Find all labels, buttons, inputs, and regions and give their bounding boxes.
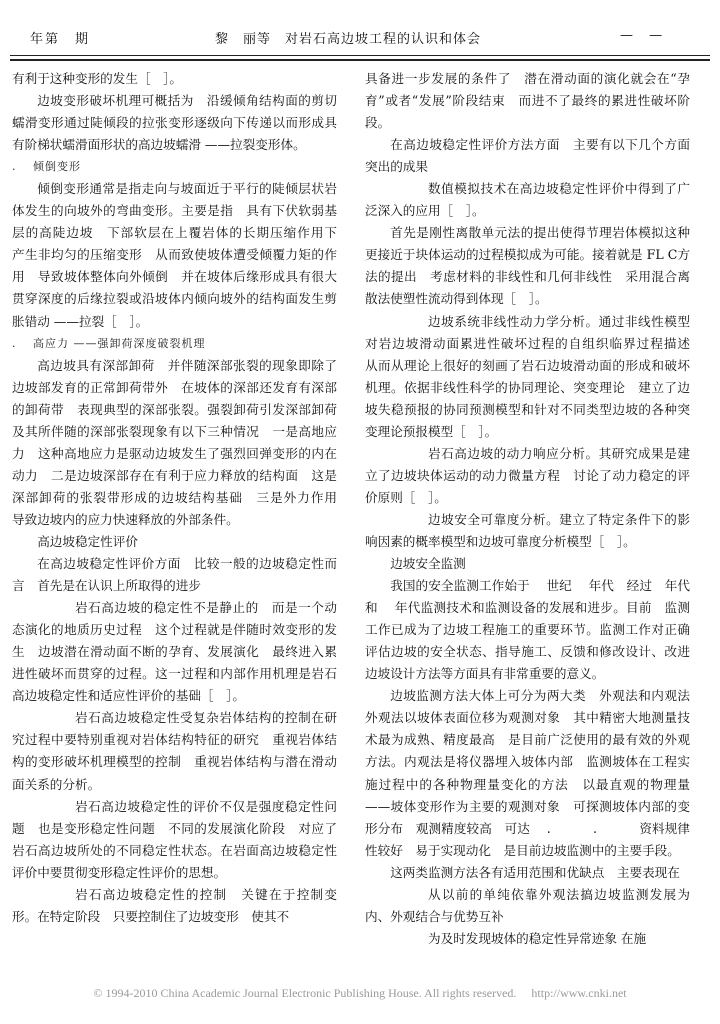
page-marks: — — <box>620 28 669 43</box>
paragraph: 边坡系统非线性动力学分析。通过非线性模型对岩边坡滑动面累进性破坏过程的自组织临界过程描述 从而从理论上很好的刻画了岩石边坡滑动面的形成和破坏机理。依据非线性科学的协同理论、突变理论 建立了边坡失稳预报的协同预测模型和针对不同类型边坡的各种突变理论预报模型［ ］。 <box>365 313 703 439</box>
paragraph: 岩石高边坡稳定性的控制 关键在于控制变形。在特定阶段 只要控制住了边坡变形 使其不 <box>12 886 337 924</box>
paragraph: 具备进一步发展的条件了 潜在滑动面的演化就会在“孕育”或者“发展”阶段结束 而进不了最终的累进性破坏阶段。 <box>365 71 690 131</box>
paragraph: 边坡变形破坏机理可概括为 沿缓倾角结构面的剪切蠕滑变形通过陡倾段的拉张变形逐级向下传递以而形成具有阶梯状蠕滑面形状的高边坡蠕滑 ——拉裂变形体。 <box>12 93 337 153</box>
paragraph: 在高边坡稳定性评价方面 比较一般的边坡稳定性而言 首先是在认识上所取得的进步 <box>12 556 337 594</box>
paragraph: 岩石高边坡的动力响应分析。其研究成果是建立了边坡块体运动的动力微量方程 讨论了动力稳定的评价原则［ ］。 <box>365 445 690 505</box>
paragraph: 这两类监测方法各有适用范围和优缺点 主要表现在 <box>390 864 680 880</box>
paragraph: 边坡安全监测 <box>390 556 466 572</box>
paragraph: 从以前的单纯依靠外观法搞边坡监测发展为内、外观结合与优势互补 <box>365 886 690 924</box>
paragraph: 高边坡稳定性评价 <box>37 533 138 549</box>
page-header <box>0 0 720 60</box>
paragraph: 边坡安全可靠度分析。建立了特定条件下的影响因素的概率模型和边坡可靠度分析模型［ ］。 <box>365 511 690 549</box>
paragraph: 岩石高边坡稳定性受复杂岩体结构的控制在研究过程中要特别重视对岩体结构特征的研究 重视岩体结构的变形破坏机理模型的控制 重视岩体结构与潜在滑动面关系的分析。 <box>12 710 337 792</box>
left-column <box>12 68 350 928</box>
issue-label: 年第 期 <box>30 32 91 47</box>
right-column <box>365 68 703 950</box>
header-rule-thick <box>10 59 710 61</box>
copyright-footer: © 1994-2010 China Academic Journal Electronic Publishing House. All rights reserved. http://www.cnki.net <box>93 986 627 1000</box>
running-title: 黎 丽等 对岩石高边坡工程的认识和体会 <box>215 32 482 47</box>
paragraph: 边坡监测方法大体上可分为两大类 外观法和内观法 外观法以坡体表面位移为观测对象 其中精密大地测量技术最为成熟、精度最高 是目前广泛使用的最有效的外观方法。内观法是将仪器埋入坡体内部 监测坡体在工程实施过程中的各种物理量变化的方法 以最直观的物理量 ——坡体变形作为主要的观测对象 可探测坡体内部的变形分布 观测精度较高 可达 . . 资料规律性较好 易于实现动化 是目前边坡监测中的主要手段。 <box>365 688 703 858</box>
paragraph: 岩石高边坡的稳定性不是静止的 而是一个动态演化的地质历史过程 这个过程就是伴随时效变形的发生 边坡潜在滑动面不断的孕育、发展演化 最终进入累进性破坏而贯穿的过程。这一过程和内部作用机理是岩石高边坡稳定性和适应性评价的基础［ ］。 <box>12 600 337 704</box>
paragraph: 为及时发现坡体的稳定性异常迹象 在施 <box>428 930 647 946</box>
paragraph: 数值模拟技术在高边坡稳定性评价中得到了广泛深入的应用［ ］。 <box>365 181 690 219</box>
paragraph: 倾倒变形通常是指走向与坡面近于平行的陡倾层状岩体发生的向坡外的弯曲变形。主要是指 具有下伏软弱基层的高陡边坡 下部软层在上覆岩体的长期压缩作用下 产生非均匀的压缩变形 从而致使坡体遭受倾覆力矩的作用 导致坡体整体向外倾倒 并在坡体后缘形成具有很大贯穿深度的后缘拉裂或沿坡体内倾向坡外的结构面发生剪胀错动 ——拉裂［ ］。 <box>12 181 350 329</box>
paragraph: 有利于这种变形的发生［ ］。 <box>12 71 183 86</box>
paragraph: 高边坡具有深部卸荷 并伴随深部张裂的现象即除了边坡部发育的正常卸荷带外 在坡体的深部还发育有深部的卸荷带 表现典型的深部张裂。强裂卸荷引发深部卸荷及其所伴随的深部张裂现象有以下三种情况 一是高地应力 这种高地应力是驱动边坡发生了强烈回弹变形的内在动力 二是边坡深部存在有利于应力释放的结构面 这是深部卸荷的张裂带形成的边坡结构基础 三是外力作用 导致边坡内的应力快速释放的外部条件。 <box>12 357 350 527</box>
subsection-heading: . 倾倒变形 <box>12 160 81 174</box>
paragraph: 我国的安全监测工作始于 世纪 年代 经过 年代和 年代监测技术和监测设备的发展和进步。目前 监测工作已成为了边坡工程施工的重要环节。监测工作对正确评估边坡的安全状态、指导施工、反馈和修改设计、改进边坡设计方法等方面具有非常重要的意义。 <box>365 578 690 682</box>
paragraph: 首先是刚性离散单元法的提出使得节理岩体模拟这种更接近于块体运动的过程模拟成为可能。接着就是 FL C方法的提出 考虑材料的非线性和几何非线性 采用混合离散法使塑性流动得到体现［ ］。 <box>365 225 690 307</box>
subsection-heading: . 高应力 ——强卸荷深度破裂机理 <box>12 336 206 350</box>
paragraph: 在高边坡稳定性评价方法方面 主要有以下几个方面突出的成果 <box>365 137 690 175</box>
paragraph: 岩石高边坡稳定性的评价不仅是强度稳定性问题 也是变形稳定性问题 不同的发展演化阶段 对应了岩石高边坡所处的不同稳定性状态。在岩面高边坡稳定性评价中要贯彻变形稳定性评价的思想。 <box>12 798 337 880</box>
header-rule <box>10 55 710 56</box>
